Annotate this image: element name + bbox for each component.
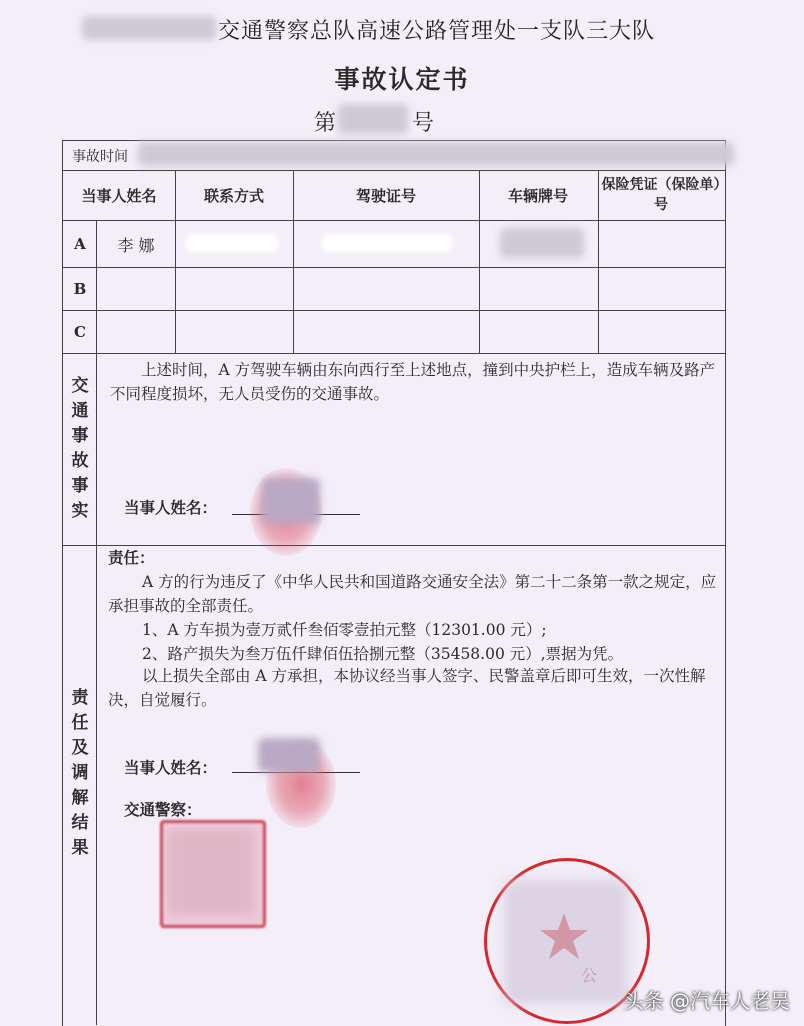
- police-label: 交通警察：: [124, 800, 202, 819]
- header-party-name: 当事人姓名: [81, 186, 157, 205]
- divider: [175, 171, 176, 353]
- issuing-organization: 交通警察总队高速公路管理处一支队三大队: [218, 19, 656, 44]
- divider: [62, 310, 725, 311]
- divider: [96, 353, 97, 1025]
- redacted-accident-time: [138, 142, 734, 166]
- liability-para1: A 方的行为违反了《中华人民共和国道路交通安全法》第二十二条第一款之规定，应承担事故的全部责任。: [108, 573, 717, 615]
- accident-time-label: 事故时间: [72, 149, 128, 165]
- header-insurance: 保险凭证（保险单）号: [601, 177, 721, 213]
- redacted-seal-content: [504, 880, 628, 1004]
- liability-signer-label: 当事人姓名：: [124, 758, 218, 777]
- redacted-signature-2: [258, 738, 320, 772]
- watermark-text: 头条 @汽车人老吴: [623, 989, 790, 1013]
- header-plate: 车辆牌号: [507, 186, 568, 205]
- liability-para2: 以上损失全部由 A 方承担，本协议经当事人签字、民警盖章后即可生效，一次性解决，自觉履行。: [108, 667, 706, 709]
- redacted-police-seal: [168, 830, 254, 914]
- row-label-a: A: [74, 235, 86, 253]
- facts-signer-label: 当事人姓名：: [124, 498, 218, 517]
- divider: [479, 171, 480, 353]
- document-title: 事故认定书: [334, 65, 470, 94]
- divider: [293, 171, 294, 353]
- redacted-contact: [186, 234, 278, 252]
- redacted-org-prefix: [82, 16, 216, 40]
- divider: [62, 267, 725, 268]
- liability-side-label: 责任及调解结果: [71, 688, 89, 858]
- divider: [598, 171, 599, 353]
- redacted-document-number: [338, 104, 408, 134]
- facts-text: 上述时间，A 方驾驶车辆由东向西行至上述地点，撞到中央护栏上，造成车辆及路产不同程度损坏，无人员受伤的交通事故。: [110, 361, 716, 403]
- row-label-b: B: [73, 280, 87, 298]
- liability-heading: 责任：: [108, 548, 155, 567]
- party-a-name: 李 娜: [117, 235, 155, 255]
- number-suffix: 号: [412, 111, 435, 136]
- row-label-c: C: [74, 323, 86, 341]
- facts-side-label: 交通事故事实: [71, 376, 89, 521]
- header-contact: 联系方式: [203, 186, 264, 205]
- liability-item2: 2、路产损失为叁万伍仟肆佰伍拾捌元整（35458.00 元）,票据为凭。: [142, 645, 624, 663]
- number-prefix: 第: [314, 111, 337, 136]
- divider: [62, 353, 725, 354]
- divider: [62, 545, 725, 546]
- redacted-license: [322, 234, 452, 252]
- liability-item1: 1、A 方车损为壹万贰仟叁佰零壹拍元整（12301.00 元）;: [142, 621, 547, 639]
- header-license: 驾驶证号: [355, 186, 416, 205]
- redacted-signature-1: [262, 478, 320, 524]
- redacted-plate: [500, 228, 584, 258]
- divider: [96, 220, 97, 353]
